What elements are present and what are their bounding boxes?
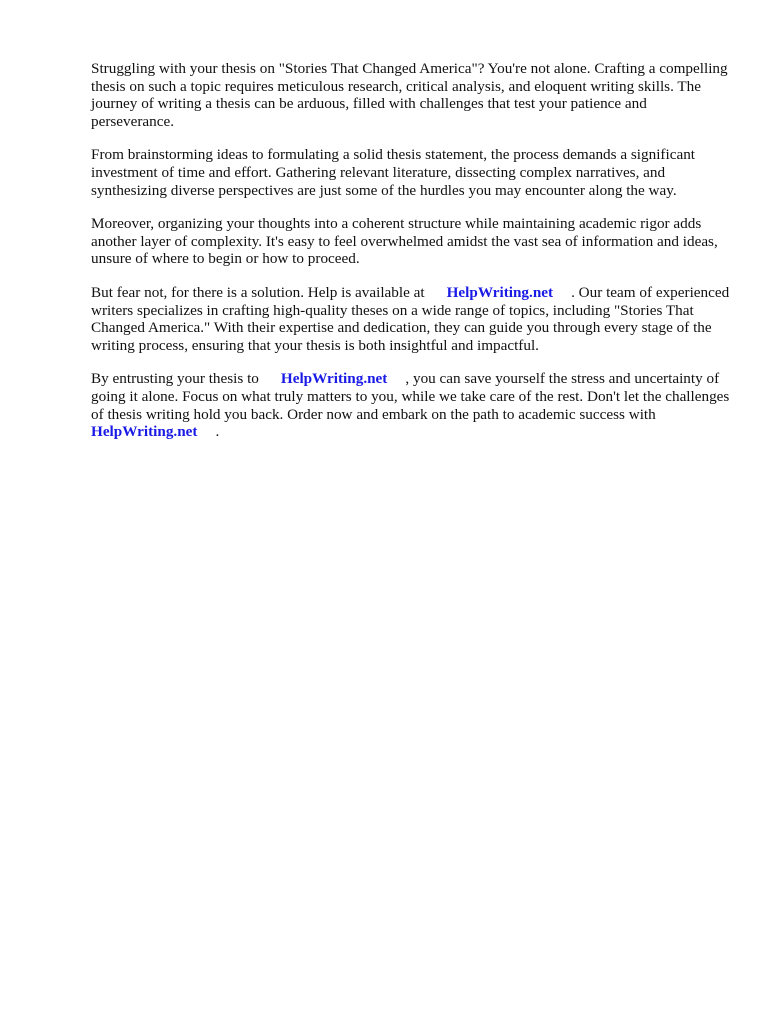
paragraph-solution-text-before: But fear not, for there is a solution. Help is available at bbox=[91, 283, 425, 301]
helpwriting-link[interactable]: HelpWriting.net bbox=[280, 370, 388, 388]
paragraph-solution bbox=[91, 284, 731, 354]
paragraph-call-to-action bbox=[91, 370, 731, 440]
paragraph-solution-text-after: . Our team of experienced writers specializes in crafting high-quality theses on a wide range of topics, including "Stories That Changed America." With their expertise and dedication, they can guide you through every stage of the writing process, ensuring that your thesis is both insightful and impactful. bbox=[91, 283, 730, 354]
helpwriting-link[interactable]: HelpWriting.net bbox=[91, 423, 198, 441]
paragraph-intro: Struggling with your thesis on "Stories That Changed America"? You're not alone. Crafting a compelling thesis on such a topic requires meticulous research, critical analysis, and eloquent writing skills. The journey of writing a thesis can be arduous, filled with challenges that test your patience and perseverance. bbox=[91, 60, 728, 130]
helpwriting-link[interactable]: HelpWriting.net bbox=[446, 283, 554, 301]
paragraph-cta-text-before: By entrusting your thesis to bbox=[91, 370, 259, 388]
paragraph-cta-text-after: . bbox=[215, 423, 220, 441]
document-body bbox=[91, 60, 731, 457]
paragraph-cta-text-middle: , you can save yourself the stress and uncertainty of going it alone. Focus on what truly matters to you, while we take care of the rest. Don't let the challenges of thesis writing hold you back. Order now and embark on the path to academic success with bbox=[91, 370, 730, 423]
paragraph-complexity: Moreover, organizing your thoughts into a coherent structure while maintaining academic rigor adds another layer of complexity. It's easy to feel overwhelmed amidst the vast sea of information and ideas, unsure of where to begin or how to proceed. bbox=[91, 215, 718, 268]
paragraph-process: From brainstorming ideas to formulating a solid thesis statement, the process demands a significant investment of time and effort. Gathering relevant literature, dissecting complex narratives, and synthesizing diverse perspectives are just some of the hurdles you may encounter along the way. bbox=[91, 146, 696, 199]
